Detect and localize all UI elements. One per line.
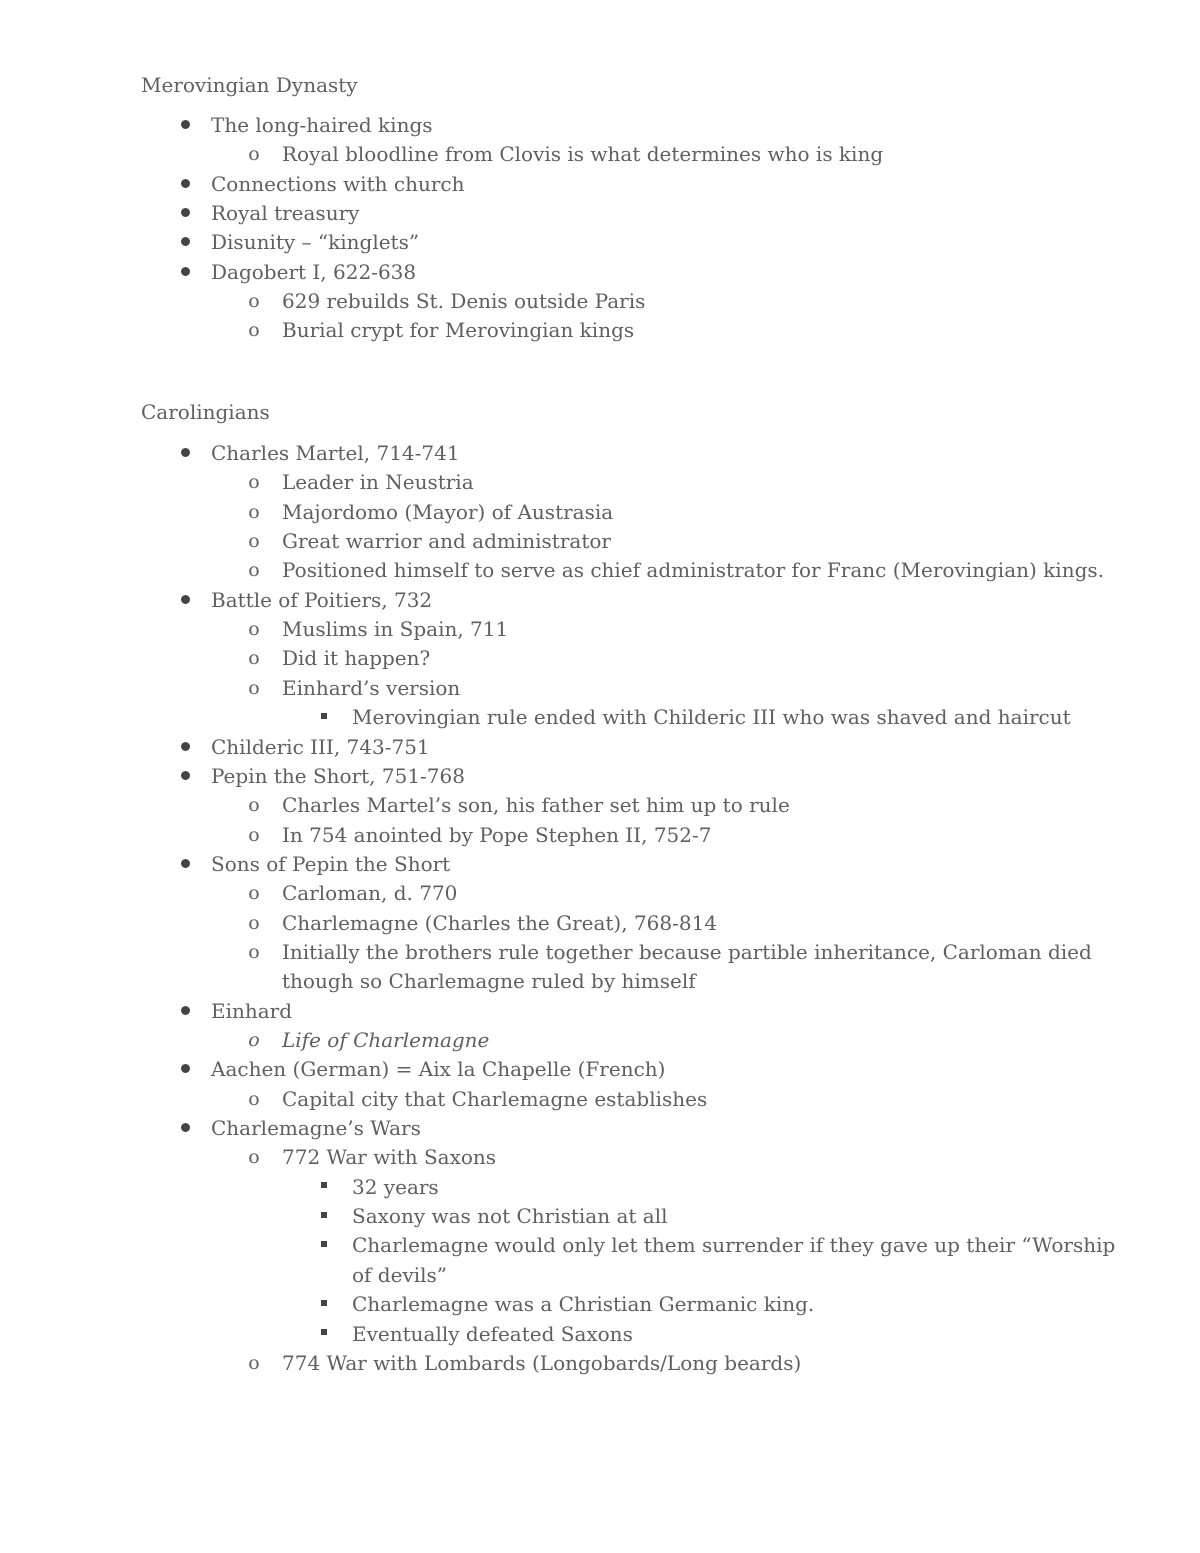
bullet-square-icon xyxy=(314,1231,334,1260)
list-item xyxy=(248,821,712,850)
bullet-dot-icon xyxy=(175,258,195,287)
list-item xyxy=(211,228,419,257)
list-item-text: Majordomo (Mayor) of Austrasia xyxy=(282,499,614,524)
list-item-text: 32 years xyxy=(352,1174,439,1199)
bullet-square-icon xyxy=(314,1202,334,1231)
list-item-text: Royal treasury xyxy=(211,201,360,226)
list-item-text: Charlemagne (Charles the Great), 768-814 xyxy=(282,910,718,935)
bullet-dot-icon xyxy=(175,111,195,140)
list-item-text: 774 War with Lombards (Longobards/Long beards) xyxy=(282,1350,802,1375)
list-item-text: Einhard’s version xyxy=(282,675,461,700)
bullet-square-icon xyxy=(314,1320,334,1349)
section-title-merovingian: Merovingian Dynasty xyxy=(141,73,358,97)
list-item-text: Carloman, d. 770 xyxy=(282,881,458,906)
list-item-text: In 754 anointed by Pope Stephen II, 752-7 xyxy=(282,822,712,847)
bullet-dot-icon xyxy=(175,439,195,468)
section-title-carolingians: Carolingians xyxy=(141,400,270,424)
bullet-dot-icon xyxy=(175,170,195,199)
list-item xyxy=(352,1173,439,1202)
bullet-dot-icon xyxy=(175,199,195,228)
list-item xyxy=(211,850,450,879)
bullet-circle-icon: o xyxy=(248,471,260,494)
bullet-circle-icon: o xyxy=(248,618,260,641)
list-item-text: Capital city that Charlemagne establishes xyxy=(282,1086,708,1111)
list-item-text: Life of Charlemagne xyxy=(282,1028,490,1052)
list-item xyxy=(248,287,646,316)
list-item xyxy=(248,644,431,673)
list-item xyxy=(248,1026,490,1055)
bullet-dot-icon xyxy=(175,1055,195,1084)
list-item xyxy=(211,997,292,1026)
bullet-dot-icon xyxy=(175,1114,195,1143)
list-item-text: Great warrior and administrator xyxy=(282,529,611,554)
bullet-circle-icon: o xyxy=(248,1351,260,1374)
list-item-text: The long-haired kings xyxy=(211,113,433,137)
bullet-circle-icon: o xyxy=(248,290,260,313)
bullet-circle-icon: o xyxy=(248,530,260,553)
list-item xyxy=(352,1320,633,1349)
list-item xyxy=(248,140,884,169)
bullet-circle-icon: o xyxy=(248,647,260,670)
list-item-text: Charlemagne would only let them surrender if they gave up their “Worship xyxy=(352,1233,1116,1258)
list-item xyxy=(248,556,1104,585)
list-item-text: Battle of Poitiers, 732 xyxy=(211,587,433,612)
bullet-square-icon xyxy=(314,703,334,732)
bullet-circle-icon: o xyxy=(248,500,260,523)
list-item-text: Charlemagne was a Christian Germanic king. xyxy=(352,1292,815,1317)
list-item-text: Saxony was not Christian at all xyxy=(352,1204,668,1229)
bullet-square-icon xyxy=(314,1173,334,1202)
bullet-circle-icon: o xyxy=(248,940,260,963)
bullet-circle-icon: o xyxy=(248,1029,260,1051)
list-item-text: Aachen (German) = Aix la Chapelle (French) xyxy=(211,1057,666,1082)
list-item xyxy=(352,703,1071,732)
list-item-continuation: of devils” xyxy=(352,1262,448,1287)
list-item xyxy=(248,1349,802,1378)
list-item-text: Pepin the Short, 751-768 xyxy=(211,763,465,788)
bullet-circle-icon: o xyxy=(248,1146,260,1169)
list-item xyxy=(248,938,1092,997)
list-item-text: Childeric III, 743-751 xyxy=(211,734,430,759)
list-item xyxy=(248,527,611,556)
list-item-text: Royal bloodline from Clovis is what determines who is king xyxy=(282,142,884,167)
list-item-text: Sons of Pepin the Short xyxy=(211,851,451,876)
list-item-text: Burial crypt for Merovingian kings xyxy=(282,318,635,343)
list-item xyxy=(248,909,718,938)
list-item-text: Initially the brothers rule together because partible inheritance, Carloman died xyxy=(282,939,1092,964)
bullet-dot-icon xyxy=(175,733,195,762)
list-item xyxy=(211,1114,421,1143)
list-item xyxy=(211,439,460,468)
list-item xyxy=(248,615,509,644)
list-item xyxy=(211,733,430,762)
list-item xyxy=(211,258,416,287)
list-item-text: Dagobert I, 622-638 xyxy=(211,259,417,284)
list-item xyxy=(248,879,458,908)
bullet-circle-icon: o xyxy=(248,882,260,905)
bullet-dot-icon xyxy=(175,228,195,257)
list-item-text: Positioned himself to serve as chief administrator for Franc (Merovingian) kings. xyxy=(282,558,1104,583)
list-item-text: Charlemagne’s Wars xyxy=(211,1116,421,1141)
bullet-circle-icon: o xyxy=(248,676,260,699)
list-item xyxy=(352,1290,814,1319)
bullet-dot-icon xyxy=(175,997,195,1026)
list-item-text: Did it happen? xyxy=(282,646,431,671)
list-item-text: Connections with church xyxy=(211,171,465,196)
bullet-circle-icon: o xyxy=(248,1087,260,1110)
bullet-dot-icon xyxy=(175,850,195,879)
list-item xyxy=(248,791,790,820)
bullet-circle-icon: o xyxy=(248,559,260,582)
bullet-circle-icon: o xyxy=(248,823,260,846)
bullet-circle-icon: o xyxy=(248,319,260,342)
bullet-circle-icon: o xyxy=(248,794,260,817)
list-item-text: 629 rebuilds St. Denis outside Paris xyxy=(282,289,646,314)
list-item xyxy=(248,498,614,527)
list-item xyxy=(248,674,461,703)
list-item-text: 772 War with Saxons xyxy=(282,1145,497,1170)
list-item xyxy=(248,1085,708,1114)
list-item xyxy=(248,1143,497,1172)
bullet-dot-icon xyxy=(175,586,195,615)
list-item-continuation: though so Charlemagne ruled by himself xyxy=(282,969,696,994)
list-item-text: Disunity – “kinglets” xyxy=(211,230,420,255)
list-item-text: Eventually defeated Saxons xyxy=(352,1321,633,1346)
bullet-square-icon xyxy=(314,1290,334,1319)
list-item-text: Muslims in Spain, 711 xyxy=(282,617,509,642)
list-item xyxy=(211,586,432,615)
list-item-text: Einhard xyxy=(211,998,293,1023)
bullet-dot-icon xyxy=(175,762,195,791)
list-item xyxy=(211,1055,665,1084)
list-item-text: Charles Martel’s son, his father set him up to rule xyxy=(282,793,790,818)
list-item xyxy=(211,199,359,228)
list-item xyxy=(352,1231,1115,1290)
list-item-text: Merovingian rule ended with Childeric III who was shaved and haircut xyxy=(352,705,1071,730)
list-item-text: Leader in Neustria xyxy=(282,470,474,495)
list-item xyxy=(211,170,465,199)
list-item xyxy=(248,316,635,345)
list-item xyxy=(211,111,433,140)
bullet-circle-icon: o xyxy=(248,143,260,166)
bullet-circle-icon: o xyxy=(248,911,260,934)
list-item xyxy=(352,1202,668,1231)
list-item xyxy=(248,468,474,497)
list-item xyxy=(211,762,465,791)
list-item-text: Charles Martel, 714-741 xyxy=(211,441,460,465)
